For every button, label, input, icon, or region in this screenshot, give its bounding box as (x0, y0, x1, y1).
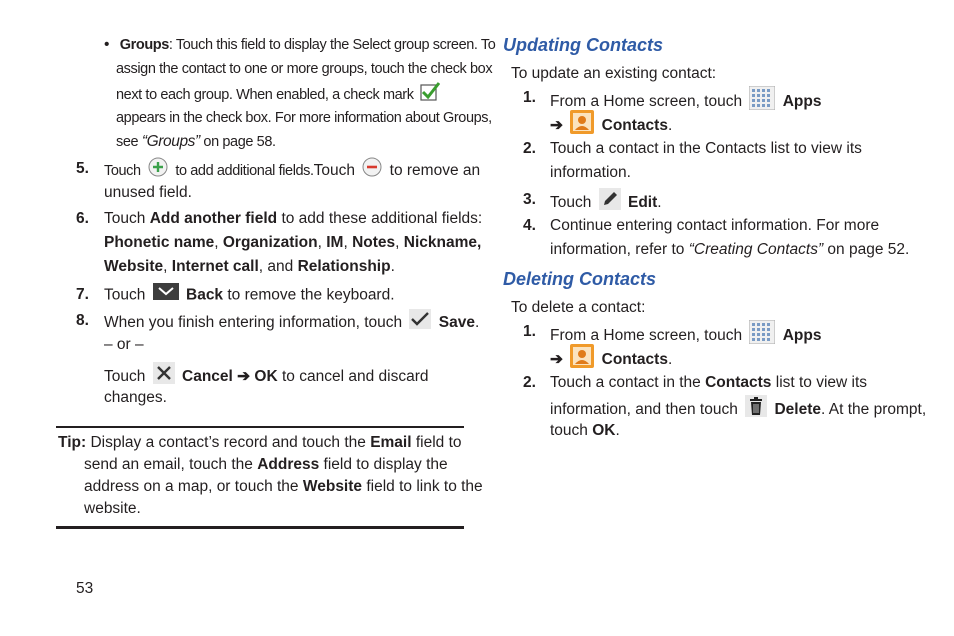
step8-text: When you finish entering information, touch (104, 314, 403, 332)
updating-intro: To update an existing contact: (511, 65, 717, 82)
field-term: Nickname, (403, 234, 482, 251)
keyboard-back-icon (153, 283, 179, 308)
step-number: 6. (76, 210, 89, 227)
edit-term: Edit (628, 194, 658, 212)
tip-text: send an email, touch the (84, 456, 253, 473)
tip-text: field to display the (323, 456, 448, 473)
step5-line-2 (104, 181, 192, 205)
contacts-term: Contacts (601, 117, 668, 135)
groups-term: Groups (119, 37, 169, 53)
tip-line-3 (84, 475, 483, 499)
update-step3-line (550, 188, 662, 212)
step-text: list to view its (775, 374, 868, 391)
ok-term: OK (592, 422, 616, 439)
groups-bullet-line-5 (116, 130, 276, 154)
groups-text: appears in the check box. For more information about Groups, (116, 110, 492, 126)
add-another-field-term: Add another field (149, 210, 278, 227)
field-term: Organization (222, 234, 318, 251)
remove-circle-icon (362, 157, 382, 185)
step5-text: to remove an (389, 162, 481, 180)
or-separator (104, 333, 144, 357)
contacts-term: Contacts (601, 351, 668, 369)
step-text: From a Home screen, touch (550, 93, 743, 111)
groups-bullet-line-1 (104, 33, 495, 57)
step8-line-4 (104, 386, 167, 410)
page-number: 53 (76, 580, 94, 597)
step7-text: Touch (104, 286, 146, 304)
step-number: 1. (523, 323, 536, 340)
update-step2-line-2: information. (550, 164, 631, 181)
field-term: Notes (352, 234, 396, 251)
step5-text: unused field. (104, 184, 192, 201)
address-term: Address (257, 456, 320, 473)
groups-text: see (116, 134, 139, 150)
step8-line-3 (104, 362, 428, 386)
step7-line (104, 283, 395, 307)
field-term: IM (326, 234, 344, 251)
tip-top-rule (56, 426, 464, 428)
tip-text: field to (415, 434, 462, 451)
step-number: 2. (523, 140, 536, 157)
groups-text: assign the contact to one or more groups, touch the check box (116, 61, 493, 77)
field-term: Relationship (297, 258, 391, 275)
step-text: information, and then touch (550, 401, 738, 419)
punct: . (390, 258, 395, 275)
punct: . (615, 422, 620, 439)
deleting-contacts-heading: Deleting Contacts (503, 269, 657, 289)
delete-step1-line-1 (550, 320, 821, 344)
step6-text: Touch (104, 210, 146, 227)
step-text: Touch (550, 194, 592, 212)
tip-line-4 (84, 497, 141, 521)
bullet-marker: • (104, 36, 110, 53)
step8-text: to cancel and discard (282, 368, 429, 386)
checkbox-checked-icon (420, 81, 440, 109)
update-step4-line-2 (550, 238, 909, 262)
step6-line-2 (104, 231, 481, 255)
step-text: Touch a contact in the (550, 374, 701, 391)
tip-line-1 (58, 431, 462, 455)
trash-delete-icon (745, 395, 767, 425)
step-number: 7. (76, 286, 89, 303)
field-term: Internet call (171, 258, 259, 275)
contacts-term: Contacts (705, 374, 772, 391)
or-text: – or – (104, 336, 144, 353)
step5-text: to add additional fields. (175, 163, 314, 180)
creating-contacts-ref: “Creating Contacts” (688, 241, 824, 258)
punct: . (657, 194, 662, 212)
delete-step2-line-3 (550, 419, 620, 443)
step5-line-1 (104, 157, 480, 181)
update-step1-line-1 (550, 86, 821, 110)
step8-line-1 (104, 309, 479, 333)
groups-page-ref: “Groups” (141, 133, 200, 150)
groups-text: : Touch this field to display the Select group screen. To (168, 37, 496, 53)
step-number: 4. (523, 217, 536, 234)
step8-text: changes. (104, 389, 167, 406)
delete-step2-line-1 (550, 371, 867, 395)
field-term: Phonetic name (104, 234, 215, 251)
save-term: Save (438, 314, 475, 332)
deleting-intro: To delete a contact: (511, 299, 646, 316)
step6-line-1 (104, 207, 482, 231)
punct: , (395, 234, 400, 251)
step6-text: to add these additional fields: (281, 210, 483, 227)
checkmark-save-icon (409, 309, 431, 337)
delete-step2-line-2 (550, 395, 926, 419)
groups-bullet-line-3 (116, 81, 443, 105)
arrow-glyph: ➔ (550, 117, 563, 135)
step5-text: Touch (104, 163, 141, 180)
punct: , (317, 234, 322, 251)
step-number: 8. (76, 312, 89, 329)
groups-bullet-line-2 (116, 57, 492, 81)
punct: . (667, 351, 673, 369)
step5-text: Touch (313, 162, 356, 180)
apps-grid-icon (749, 320, 775, 352)
tip-label: Tip: (58, 434, 87, 451)
punct: . (474, 314, 480, 332)
website-term: Website (302, 478, 363, 495)
cancel-ok-term: Cancel ➔ OK (182, 368, 278, 386)
punct: , (343, 234, 348, 251)
step-number: 3. (523, 191, 536, 208)
step6-line-3 (104, 255, 395, 279)
step-text: information, refer to (550, 241, 685, 258)
groups-bullet-line-4 (116, 106, 492, 130)
update-step4-line-1: Continue entering contact information. For more (550, 217, 880, 234)
tip-text: Display a contact’s record and touch the (90, 434, 366, 451)
tip-line-2 (84, 453, 448, 477)
tip-text: website. (84, 500, 141, 517)
apps-term: Apps (782, 93, 822, 111)
tip-bottom-rule (56, 526, 464, 529)
email-term: Email (370, 434, 412, 451)
delete-step1-line-2 (550, 344, 672, 368)
step8-text: Touch (104, 368, 146, 386)
back-term: Back (186, 286, 224, 304)
step6-text: , and (258, 258, 294, 275)
update-step2-line-1: Touch a contact in the Contacts list to view its (550, 140, 862, 157)
step-text: From a Home screen, touch (550, 327, 743, 345)
groups-text: next to each group. When enabled, a check mark (116, 86, 414, 103)
apps-grid-icon (749, 86, 775, 118)
update-step1-line-2 (550, 110, 672, 134)
step-text: touch (550, 422, 588, 439)
apps-term: Apps (782, 327, 822, 345)
step-number: 2. (523, 374, 536, 391)
arrow-glyph: ➔ (550, 351, 563, 369)
tip-text: field to link to the (366, 478, 483, 495)
tip-text: address on a map, or touch the (84, 478, 299, 495)
step-number: 1. (523, 89, 536, 106)
field-term: Website (104, 258, 164, 275)
punct: , (163, 258, 168, 275)
step7-text: to remove the keyboard. (227, 286, 395, 304)
step-text: on page 52. (827, 241, 910, 258)
punct: . (667, 117, 673, 135)
punct: , (214, 234, 219, 251)
updating-contacts-heading: Updating Contacts (503, 35, 663, 55)
step-number: 5. (76, 160, 89, 177)
step-text: . At the prompt, (821, 401, 927, 419)
delete-term: Delete (774, 401, 822, 419)
groups-text: on page 58. (203, 134, 276, 150)
